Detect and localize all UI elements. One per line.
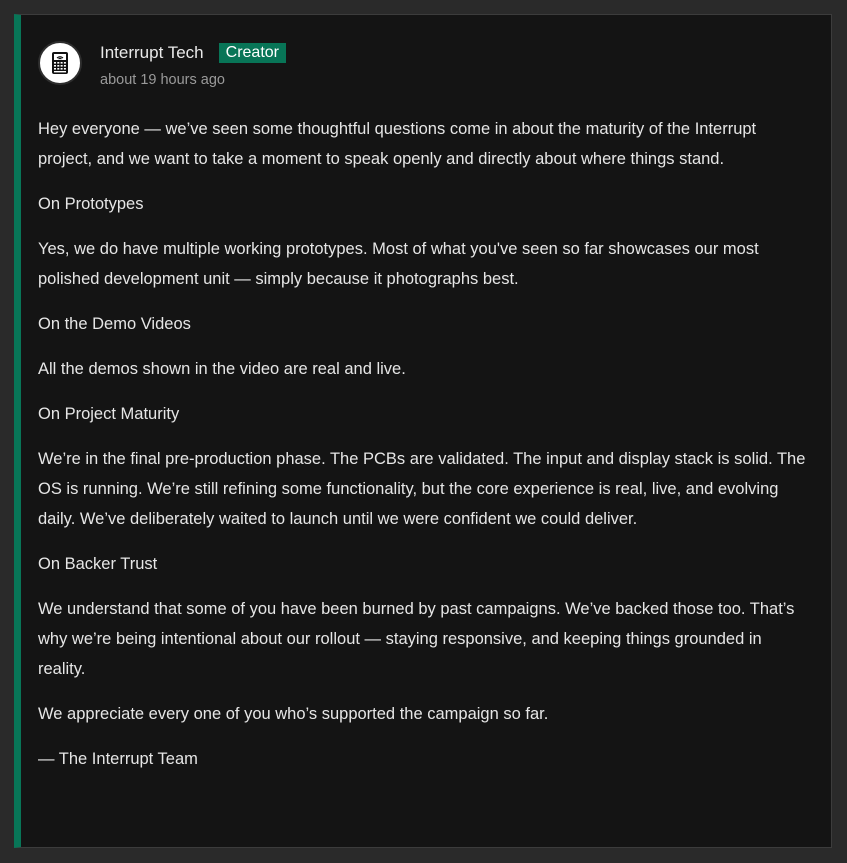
section-heading-project-maturity: On Project Maturity [38, 405, 180, 423]
post-paragraph: Yes, we do have multiple working prototypes. Most of what you've seen so far showcases our most polished development unit — simply because it photographs best. [38, 240, 759, 288]
post-paragraph: Hey everyone — we’ve seen some thoughtful questions come in about the maturity of the Interrupt project, and we want to take a moment to speak openly and directly about where things stand. [38, 120, 757, 168]
author-line [100, 43, 286, 63]
section-heading-demo-videos: On the Demo Videos [38, 315, 191, 333]
avatar[interactable] [38, 41, 82, 85]
post-paragraph: We appreciate every one of you who’s supported the campaign so far. [38, 705, 549, 723]
creator-badge: Creator [219, 43, 286, 63]
section-heading-backer-trust: On Backer Trust [38, 555, 158, 573]
post-timestamp: about 19 hours ago [100, 72, 225, 88]
section-heading-prototypes: On Prototypes [38, 195, 144, 213]
post-paragraph: We’re in the final pre-production phase. The PCBs are validated. The input and display stack is solid. The OS is running. We’re still refining some functionality, but the core experience is real, live, and evolving daily. We’ve deliberately waited to launch until we were confident we could deliver. [38, 450, 806, 528]
device-logo-icon [51, 51, 69, 75]
post-paragraph: All the demos shown in the video are real and live. [38, 360, 406, 378]
post-signature: — The Interrupt Team [38, 750, 198, 768]
author-name[interactable]: Interrupt Tech [100, 43, 204, 62]
post-body [38, 114, 813, 789]
post-paragraph: We understand that some of you have been burned by past campaigns. We’ve backed those too. That’s why we’re being intentional about our rollout — staying responsive, and keeping things grounded in reality. [38, 600, 795, 678]
creator-update-post [14, 14, 832, 848]
